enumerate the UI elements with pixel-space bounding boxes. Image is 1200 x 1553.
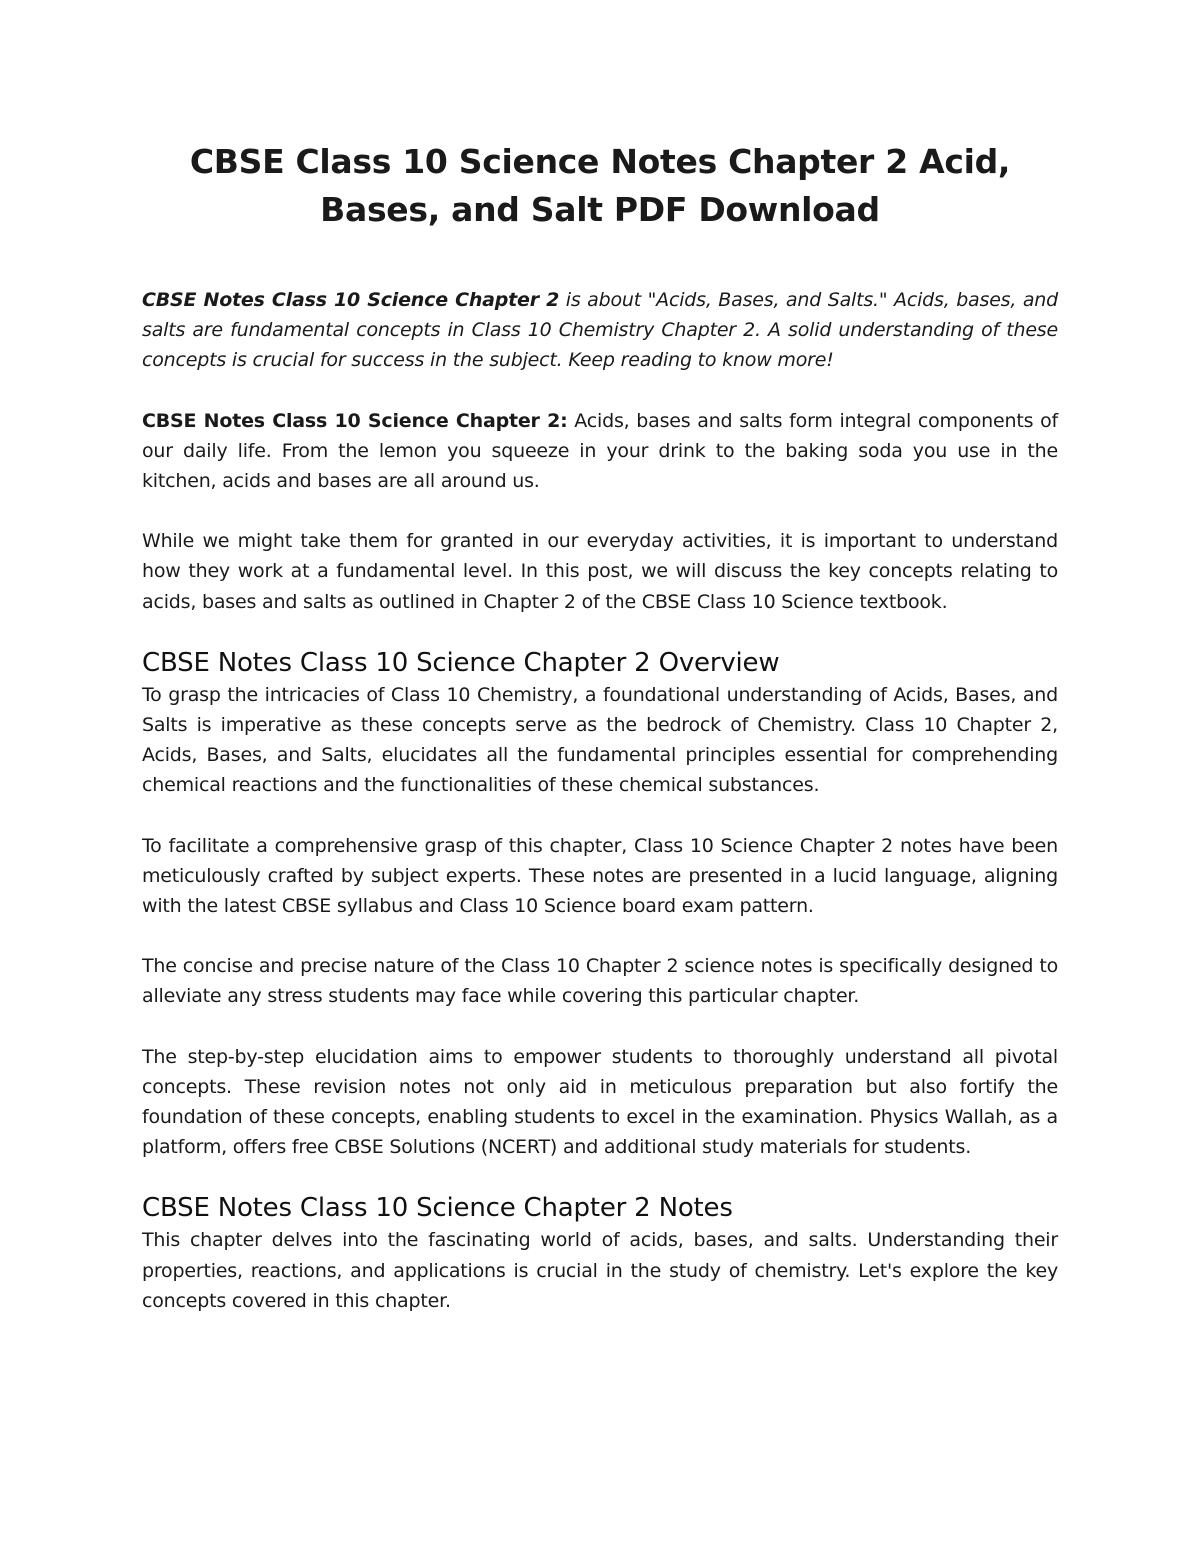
paragraph-bold-lead: CBSE Notes Class 10 Science Chapter 2:: [142, 409, 568, 432]
overview-paragraph-2: To facilitate a comprehensive grasp of this chapter, Class 10 Science Chapter 2 notes have been meticulously crafted by subject experts. These notes are presented in a lucid language, aligning with the latest CBSE syllabus and Class 10 Science board exam pattern.: [142, 834, 1058, 918]
paragraph-fundamental-level: While we might take them for granted in our everyday activities, it is important to understand how they work at a fundamental level. In this post, we will discuss the key concepts relating to acids, bases and salts as outlined in Chapter 2 of the CBSE Class 10 Science textbook.: [142, 530, 1058, 613]
section-heading-notes: CBSE Notes Class 10 Science Chapter 2 Notes: [142, 1193, 733, 1224]
overview-paragraph-4: The step-by-step elucidation aims to empower students to thoroughly understand all pivotal concepts. These revision notes not only aid in meticulous preparation but also fortify the foundation of these concepts, enabling students to excel in the examination. Physics Wallah, as a platform, offers free CBSE Solutions (NCERT) and additional study materials for students.: [142, 1045, 1058, 1159]
intro-text: is about "Acids, Bases, and Salts." Acids, bases, and salts are fundamental concepts in Class 10 Chemistry Chapter 2. A solid understanding of these concepts is crucial for success in the subject. Keep reading to know more!: [142, 289, 1058, 372]
intro-bold-lead: CBSE Notes Class 10 Science Chapter 2: [142, 289, 560, 311]
document-page: [142, 138, 1058, 1316]
overview-paragraph-1: To grasp the intricacies of Class 10 Chemistry, a foundational understanding of Acids, Bases, and Salts is imperative as these concepts serve as the bedrock of Chemistry. Class 10 Chapter 2, Acids, Bases, and Salts, elucidates all the fundamental principles essential for comprehending chemical reactions and the functionalities of these chemical substances.: [142, 683, 1058, 797]
page-title: CBSE Class 10 Science Notes Chapter 2 Acid, Bases, and Salt PDF Download: [189, 142, 1011, 229]
section-heading-overview: CBSE Notes Class 10 Science Chapter 2 Overview: [142, 647, 780, 678]
overview-paragraph-3: The concise and precise nature of the Class 10 Chapter 2 science notes is specifically designed to alleviate any stress students may face while covering this particular chapter.: [142, 955, 1058, 1008]
intro-paragraph: [142, 285, 1058, 376]
paragraph-daily-life: [142, 406, 1058, 497]
paragraph-text: Acids, bases and salts form integral components of our daily life. From the lemon you squeeze in your drink to the baking soda you use in the kitchen, acids and bases are all around us.: [142, 409, 1058, 493]
notes-paragraph-1: This chapter delves into the fascinating world of acids, bases, and salts. Understanding their properties, reactions, and applications is crucial in the study of chemistry. Let's explore the key concepts covered in this chapter.: [142, 1229, 1058, 1312]
